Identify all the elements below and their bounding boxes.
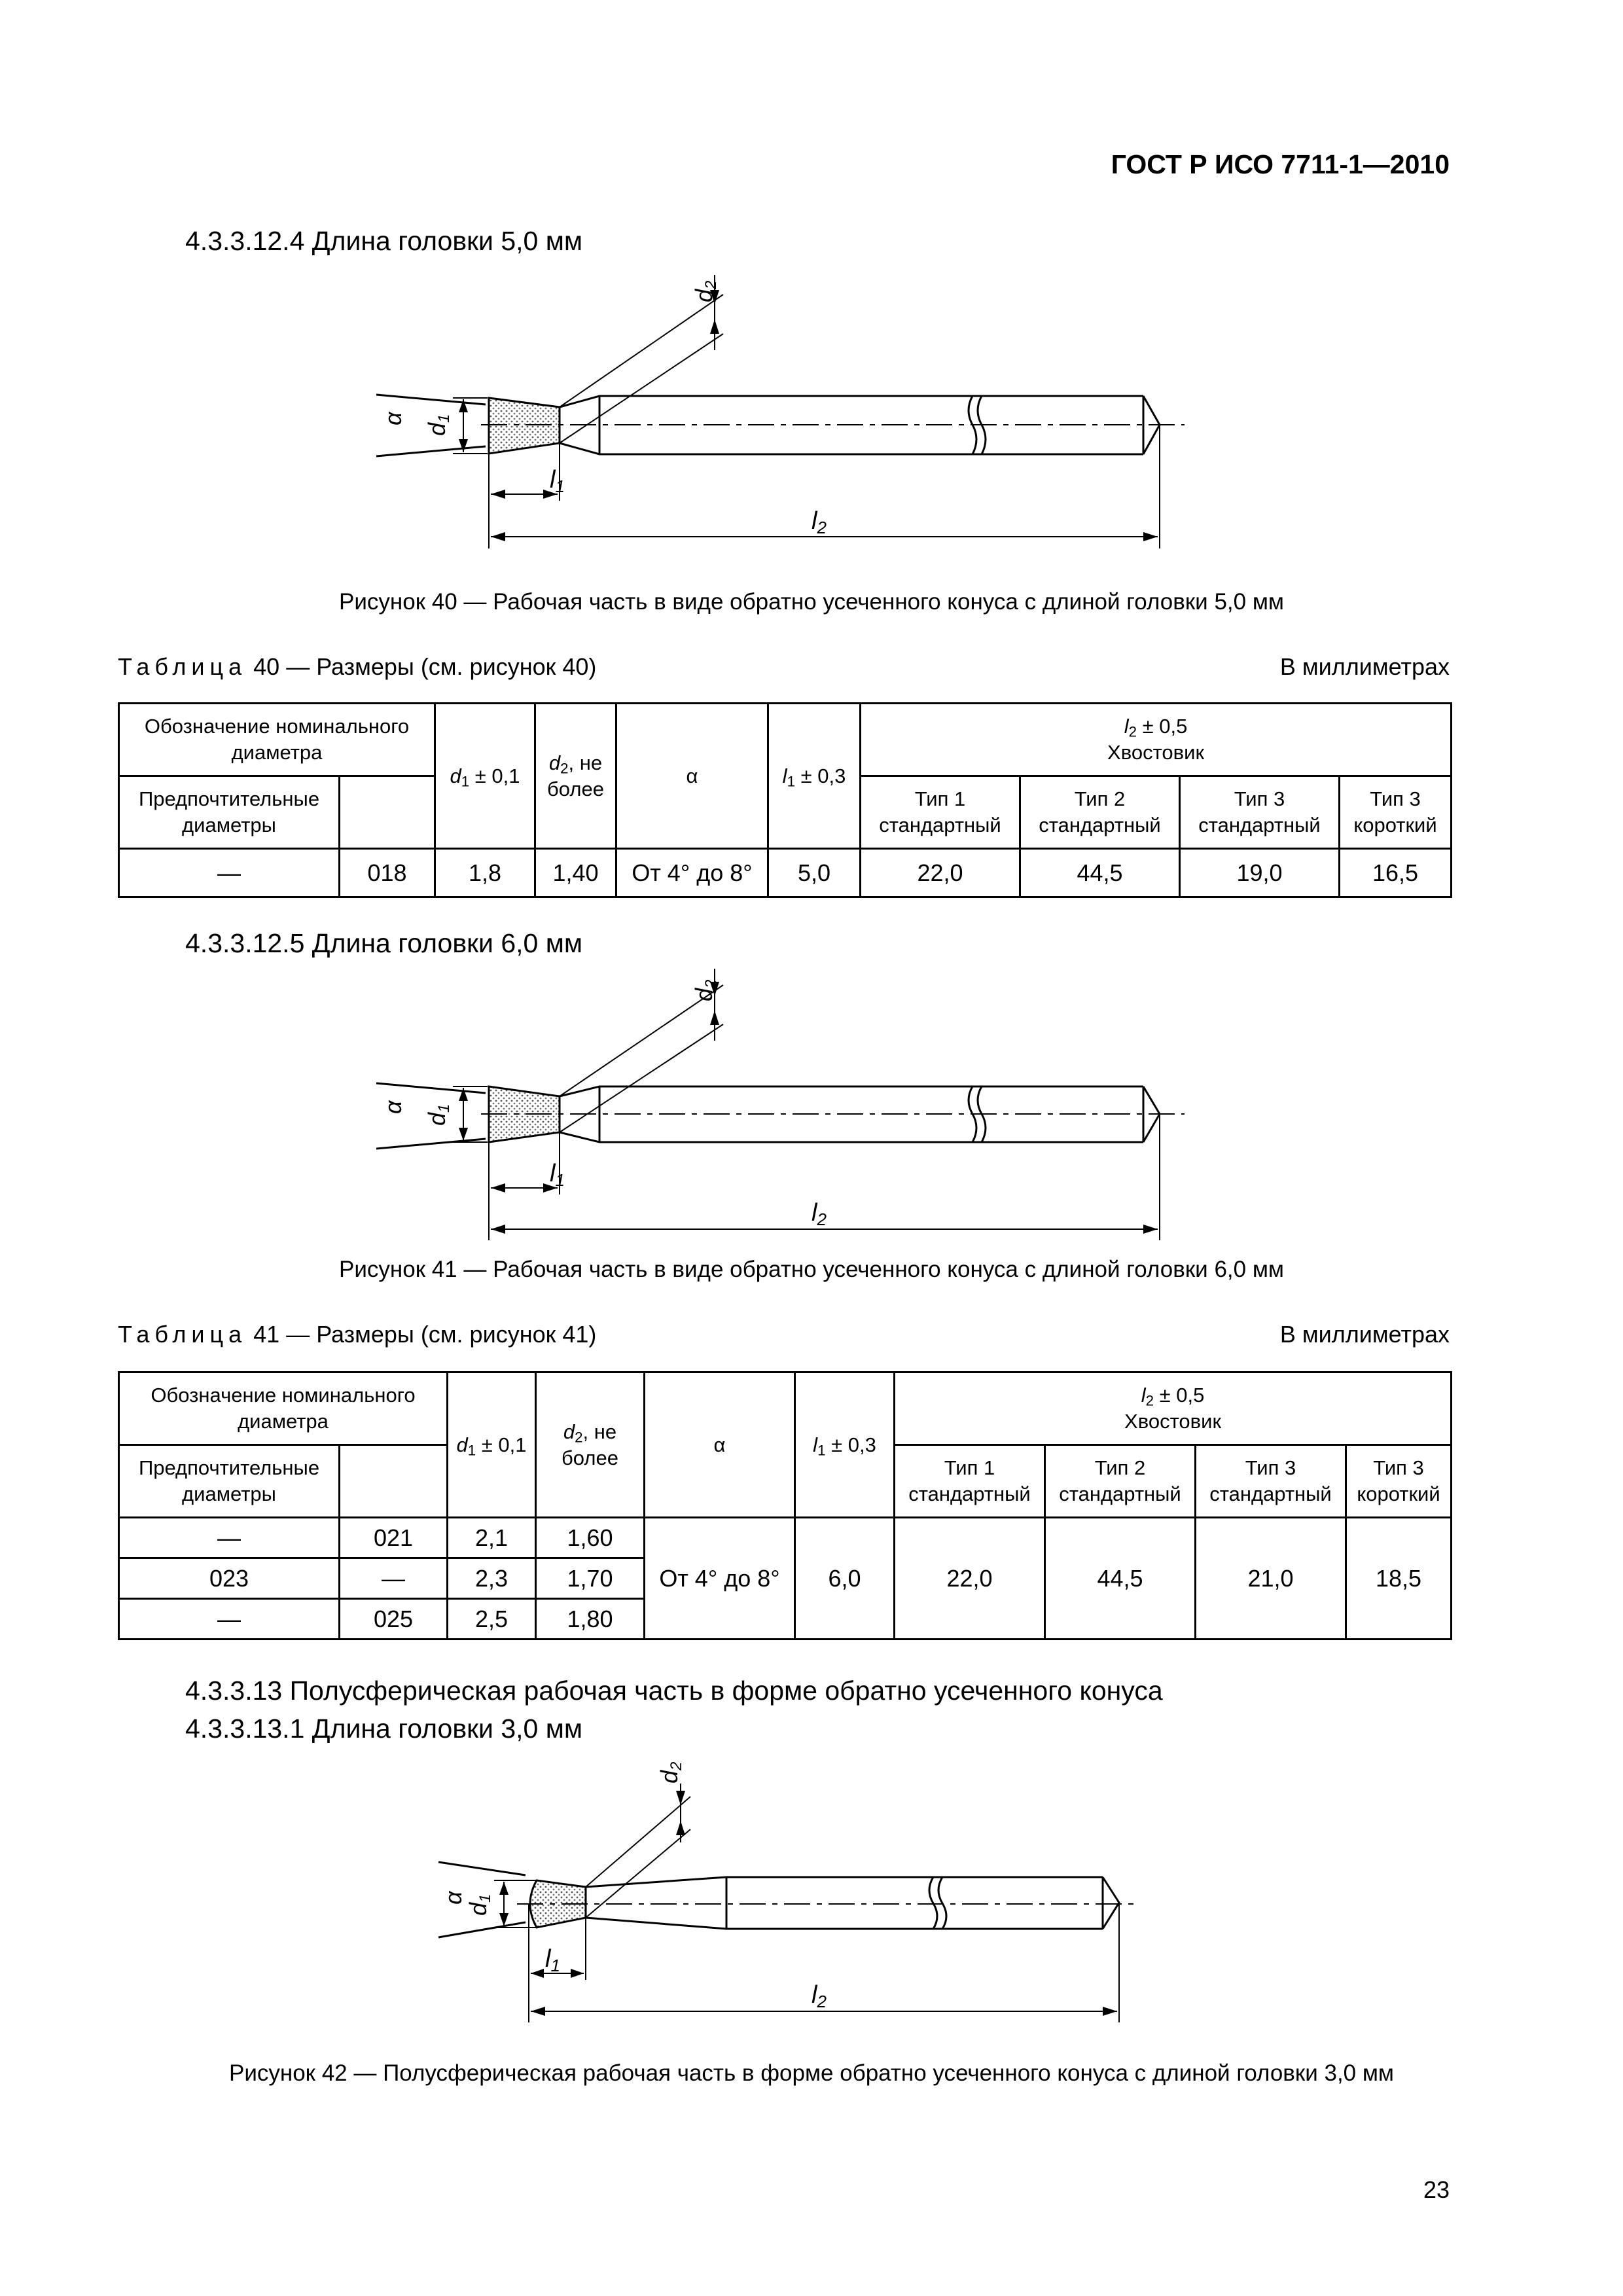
- header-type2: Тип 2 стандартный: [1045, 1445, 1196, 1518]
- header-l2-shank: $l_2 \pm 0,5$ Хвостовик: [861, 704, 1452, 776]
- table-41-units: В миллиметрах: [1279, 1321, 1450, 1348]
- header-preferred: Предпочтительные диаметры: [119, 1445, 340, 1518]
- svg-text:l2: l2: [812, 507, 827, 537]
- svg-text:α: α: [380, 1100, 406, 1114]
- header-l1: $l_1 \pm 0,3$: [768, 704, 861, 849]
- header-preferred: Предпочтительные диаметры: [119, 776, 340, 849]
- table-row: — 021 2,1 1,60 От 4° до 8° 6,0 22,0 44,5 21,0 18,5: [119, 1518, 1452, 1558]
- figure-41-drawing: [353, 969, 1217, 1244]
- svg-text:l1: l1: [550, 1160, 565, 1190]
- table-40-caption: Таблица 40 — Размеры (см. рисунок 40): [118, 653, 597, 680]
- svg-text:l2: l2: [812, 1199, 827, 1229]
- standard-designation: ГОСТ Р ИСО 7711-1—2010: [1111, 149, 1450, 179]
- header-alpha: α: [645, 1372, 795, 1518]
- section-heading: 4.3.3.12.5 Длина головки 6,0 мм: [185, 928, 583, 958]
- svg-text:d2: d2: [656, 1761, 685, 1784]
- header-d1: $d_1 \pm 0,1$: [448, 1372, 536, 1518]
- svg-text:d1: d1: [423, 1103, 453, 1126]
- table-row: 023 — 2,3 1,70: [119, 1558, 1452, 1599]
- table-row: — 025 2,5 1,80: [119, 1599, 1452, 1640]
- header-type3-short: Тип 3 короткий: [1346, 1445, 1452, 1518]
- page-number: 23: [1423, 2176, 1450, 2203]
- table-40-units: В миллиметрах: [1279, 653, 1450, 680]
- header-l1: $l_1 \pm 0,3$: [795, 1372, 895, 1518]
- header-type2: Тип 2 стандартный: [1020, 776, 1180, 849]
- svg-text:l1: l1: [550, 466, 565, 496]
- figure-42-drawing: [419, 1744, 1139, 2026]
- header-type3-standard: Тип 3 стандартный: [1196, 1445, 1346, 1518]
- figure-40-caption: Рисунок 40 — Рабочая часть в виде обратно усеченного конуса с длиной головки 5,0 мм: [339, 589, 1284, 615]
- header-other: [340, 1445, 448, 1518]
- svg-text:d1: d1: [423, 414, 453, 436]
- header-type3-standard: Тип 3 стандартный: [1180, 776, 1340, 849]
- header-type1: Тип 1 стандартный: [861, 776, 1020, 849]
- svg-text:α: α: [440, 1891, 467, 1905]
- svg-text:l2: l2: [812, 1981, 827, 2011]
- figure-41-caption: Рисунок 41 — Рабочая часть в виде обратно усеченного конуса с длиной головки 6,0 мм: [339, 1257, 1284, 1282]
- figure-42-caption: Рисунок 42 — Полусферическая рабочая часть в форме обратно усеченного конуса с длиной головки 3,0 мм: [228, 2060, 1394, 2086]
- header-d2: $d_2$, не более: [535, 704, 616, 849]
- section-heading: 4.3.3.13.1 Длина головки 3,0 мм: [185, 1713, 583, 1744]
- svg-text:d1: d1: [465, 1893, 494, 1916]
- header-d2: $d_2$, не более: [536, 1372, 645, 1518]
- section-heading: 4.3.3.13 Полусферическая рабочая часть в форме обратно усеченного конуса: [185, 1676, 1163, 1706]
- table-41: [118, 1371, 1452, 1640]
- header-other: [340, 776, 435, 849]
- header-type3-short: Тип 3 короткий: [1340, 776, 1452, 849]
- header-d1: $d_1 \pm 0,1$: [435, 704, 535, 849]
- table-40: [118, 702, 1452, 898]
- svg-text:l1: l1: [545, 1945, 560, 1975]
- header-l2-shank: $l_2 \pm 0,5$ Хвостовик: [895, 1372, 1452, 1445]
- section-heading: 4.3.3.12.4 Длина головки 5,0 мм: [185, 226, 583, 256]
- header-type1: Тип 1 стандартный: [895, 1445, 1045, 1518]
- table-row: — 018 1,8 1,40 От 4° до 8° 5,0 22,0 44,5 19,0 16,5: [119, 849, 1452, 897]
- table-41-caption: Таблица 41 — Размеры (см. рисунок 41): [118, 1321, 597, 1348]
- header-nominal: Обозначение номинального диаметра: [119, 1372, 448, 1445]
- figure-40-drawing: [353, 268, 1217, 550]
- svg-text:d2: d2: [690, 979, 720, 1001]
- header-nominal: Обозначение номинального диаметра: [119, 704, 435, 776]
- header-alpha: α: [616, 704, 768, 849]
- alpha-label: α: [380, 412, 406, 425]
- svg-text:d2: d2: [690, 280, 720, 302]
